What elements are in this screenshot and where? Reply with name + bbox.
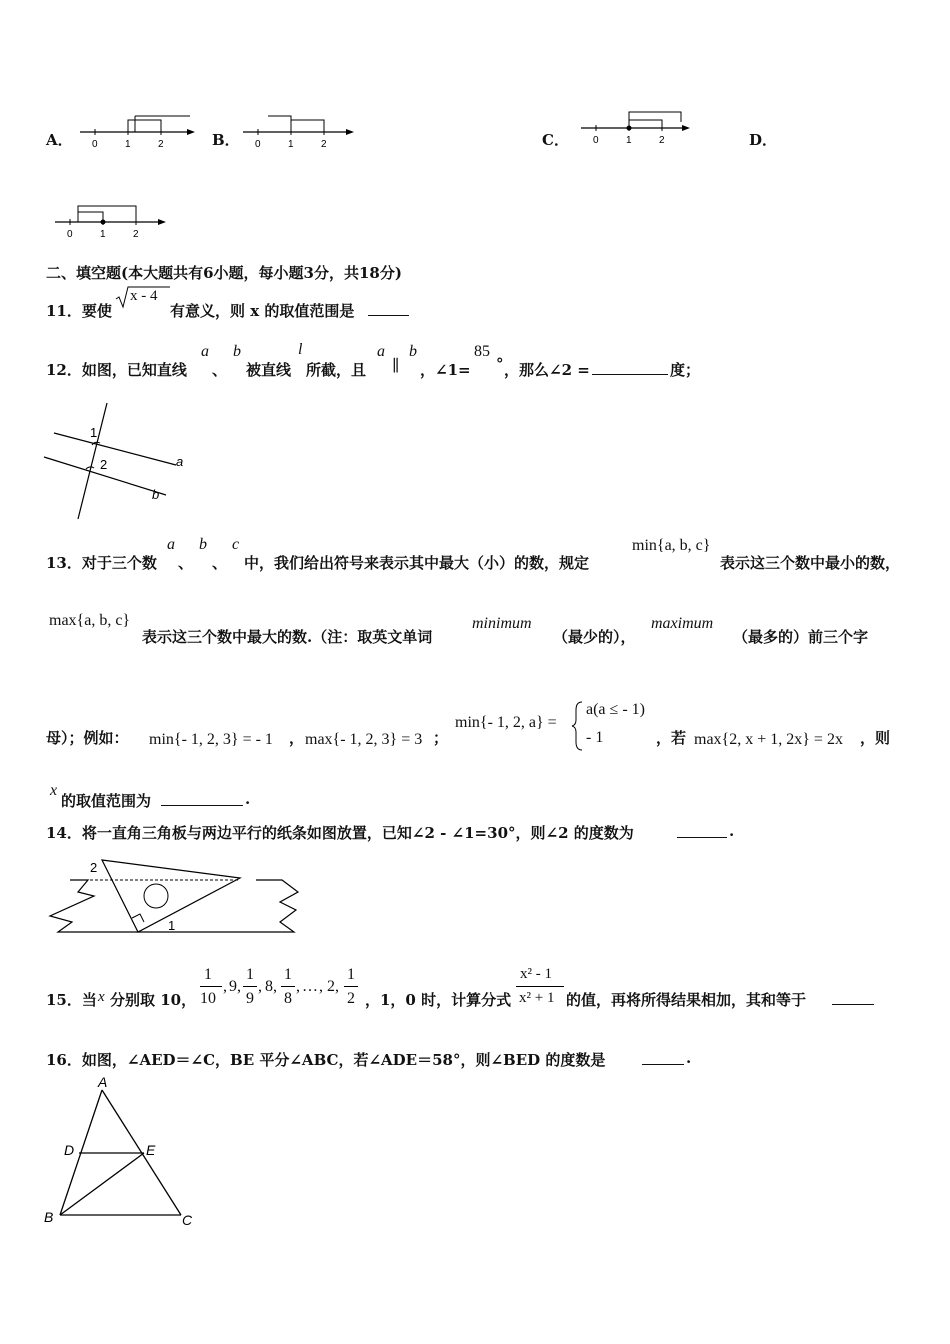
svg-text:1: 1	[100, 229, 106, 240]
q13-prefix: 13．对于三个数	[46, 554, 157, 572]
q14-figure	[44, 852, 304, 938]
value-sequence: 1 10 , 9 , 1 9 , 8 , 1 8 , … , 2 , 1 2	[198, 966, 363, 1016]
example-1: min{- 1, 2, 3} = - 1	[149, 731, 273, 748]
number-line-b	[238, 110, 363, 155]
q11-radicand: x - 4	[130, 288, 158, 304]
q12-angle-value: 85	[474, 343, 490, 360]
condition-expression: max{2, x + 1, 2x} = 2x	[694, 731, 843, 748]
number-line-d	[50, 200, 175, 245]
line-b-label: b	[152, 487, 160, 502]
q13-answer-blank	[161, 791, 243, 806]
point-e-label: E	[146, 1142, 156, 1158]
q16-text: 16．如图，∠AED＝∠C，BE 平分∠ABC，若∠ADE＝58°，则∠BED 的度数是	[46, 1051, 606, 1069]
svg-text:0: 0	[67, 229, 73, 240]
q11-suffix: 有意义，则 x 的取值范围是	[170, 302, 355, 320]
svg-text:0: 0	[593, 135, 599, 146]
svg-text:2: 2	[659, 135, 665, 146]
case-2: - 1	[586, 729, 604, 746]
example-2: max{- 1, 2, 3} = 3	[305, 731, 423, 748]
q12-answer-blank	[592, 360, 668, 375]
tick-2: 2	[158, 139, 164, 150]
fraction-expression: x² - 1 x² + 1	[516, 966, 564, 1016]
line-a-label: a	[176, 454, 184, 469]
case-brace	[570, 700, 584, 752]
q11-answer-blank	[368, 301, 409, 316]
option-c-label: C．	[542, 131, 569, 149]
svg-text:2: 2	[133, 229, 139, 240]
q16-answer-blank	[642, 1050, 684, 1065]
number-line-a	[75, 110, 200, 155]
max-expression: max{a, b, c}	[49, 612, 131, 629]
q16-figure	[40, 1074, 210, 1234]
q15-answer-blank	[832, 990, 874, 1005]
svg-text:1: 1	[626, 135, 632, 146]
point-b-label: B	[44, 1209, 54, 1225]
q12-figure	[40, 395, 200, 525]
section-heading: 二、填空题(本大题共有6小题，每小题3分，共18分)	[46, 264, 402, 282]
point-c-label: C	[182, 1212, 193, 1228]
number-line-c	[576, 106, 701, 151]
example-3-left: min{- 1, 2, a} =	[455, 714, 557, 731]
option-a-label: A．	[46, 131, 73, 149]
point-d-label: D	[64, 1142, 75, 1158]
case-1: a(a ≤ - 1)	[586, 701, 645, 718]
q12-prefix: 12．如图，已知直线	[46, 361, 187, 379]
tick-0: 0	[92, 139, 98, 150]
option-b-label: B．	[212, 131, 240, 149]
angle-2-label: 2	[90, 860, 98, 875]
svg-text:1: 1	[288, 139, 294, 150]
tick-1: 1	[125, 139, 131, 150]
angle-2-label: 2	[100, 457, 108, 472]
q14-answer-blank	[677, 823, 727, 838]
option-d-label: D．	[749, 131, 778, 149]
q14-text: 14．将一直角三角板与两边平行的纸条如图放置，已知∠2 - ∠1=30°，则∠2 的度数为	[46, 824, 634, 842]
min-expression: min{a, b, c}	[632, 537, 711, 554]
angle-1-label: 1	[168, 918, 176, 933]
angle-1-label: 1	[90, 425, 98, 440]
svg-text:2: 2	[321, 139, 327, 150]
svg-text:0: 0	[255, 139, 261, 150]
q11-prefix: 11．要使	[46, 302, 112, 320]
point-a-label: A	[98, 1074, 108, 1090]
